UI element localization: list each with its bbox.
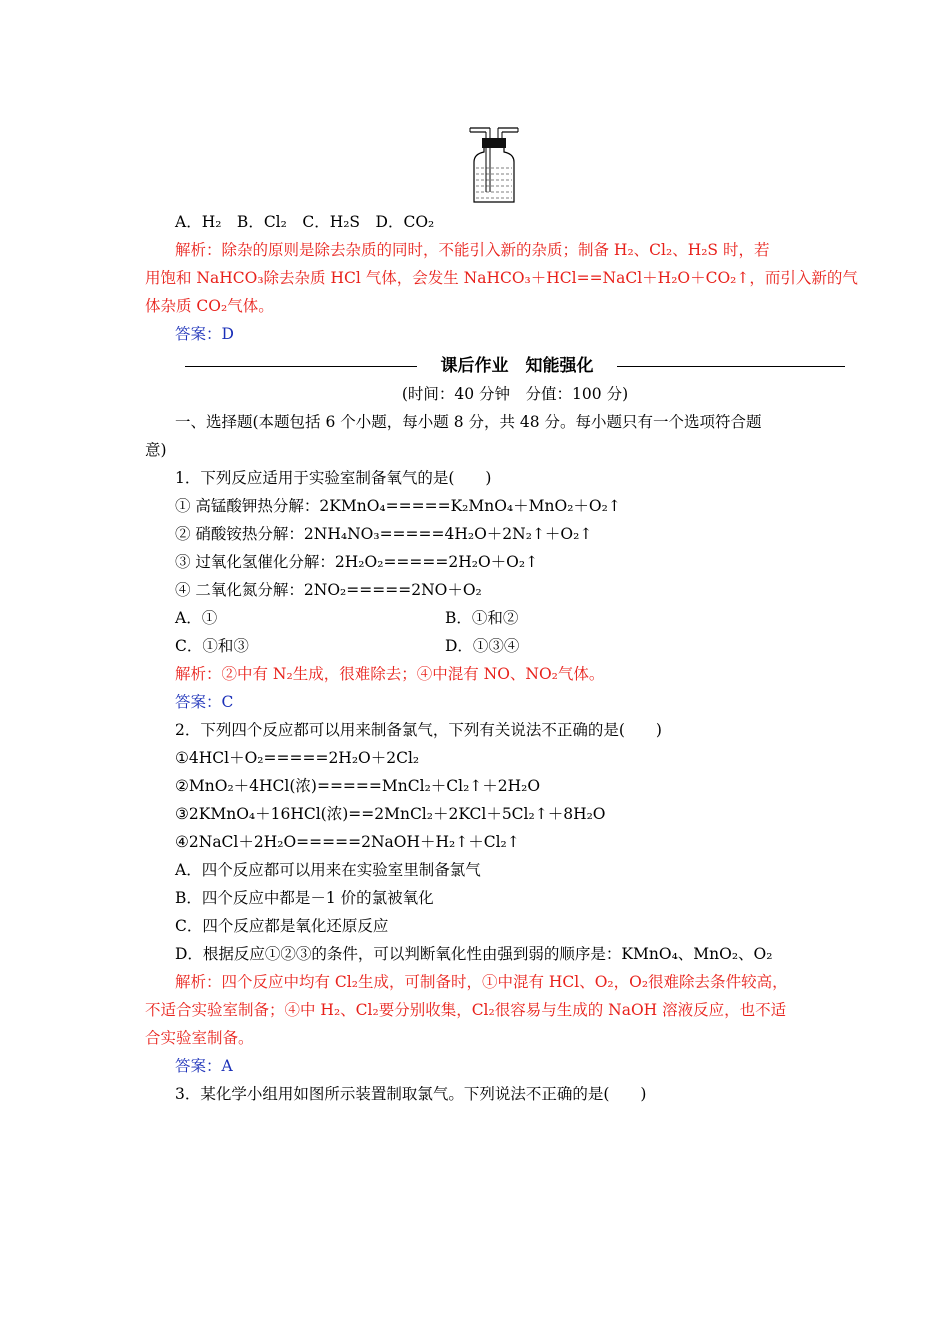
q1-stem: 1．下列反应适用于实验室制备氧气的是( ) — [175, 469, 492, 487]
q1-options-row-1 — [175, 604, 855, 632]
gas-washing-bottle-figure — [466, 120, 522, 206]
q1-option-d: D．①③④ — [445, 637, 520, 655]
prev-answer: 答案：D — [175, 325, 234, 343]
q2-analysis-line-3: 合实验室制备。 — [145, 1029, 254, 1047]
q1-option-b: B．①和② — [445, 609, 519, 627]
q2-analysis-line-2: 不适合实验室制备；④中 H₂、Cl₂要分别收集，Cl₂很容易与生成的 NaOH 溶液反应，也不适 — [145, 1001, 787, 1019]
q2-stem: 2．下列四个反应都可以用来制备氯气，下列有关说法不正确的是( ) — [175, 721, 662, 739]
q2-option-c: C．四个反应都是氧化还原反应 — [175, 917, 389, 935]
q1-option-c: C．①和③ — [175, 637, 249, 655]
q2-reaction-1: ①4HCl＋O₂=====2H₂O＋2Cl₂ — [175, 749, 420, 767]
section-title: 课后作业 知能强化 — [440, 356, 594, 376]
q2-option-d: D．根据反应①②③的条件，可以判断氧化性由强到弱的顺序是：KMnO₄、MnO₂、O₂ — [175, 945, 773, 963]
part-heading-line-2: 意) — [145, 441, 167, 459]
q1-reaction-1: ① 高锰酸钾热分解：2KMnO₄=====K₂MnO₄＋MnO₂＋O₂↑ — [175, 497, 621, 515]
q2-analysis-line-1: 解析：四个反应中均有 Cl₂生成，可制备时，①中混有 HCl、O₂，O₂很难除去条件较高， — [175, 973, 788, 991]
prev-analysis-line-2: 用饱和 NaHCO₃除去杂质 HCl 气体，会发生 NaHCO₃＋HCl==NaCl＋H₂O＋CO₂↑，而引入新的气 — [145, 269, 858, 287]
q2-answer: 答案：A — [175, 1057, 233, 1075]
q1-options-row-2 — [175, 632, 855, 660]
q1-answer: 答案：C — [175, 693, 234, 711]
prev-question-options: A．H₂ B．Cl₂ C．H₂S D．CO₂ — [175, 213, 435, 231]
q3-stem: 3．某化学小组用如图所示装置制取氯气。下列说法不正确的是( ) — [175, 1085, 647, 1103]
prev-analysis-line-3: 体杂质 CO₂气体。 — [145, 297, 274, 315]
q2-option-a: A．四个反应都可以用来在实验室里制备氯气 — [175, 861, 481, 879]
section-subtitle: (时间：40 分钟 分值：100 分) — [401, 385, 629, 403]
q2-reaction-4: ④2NaCl＋2H₂O=====2NaOH＋H₂↑＋Cl₂↑ — [175, 833, 520, 851]
q1-reaction-4: ④ 二氧化氮分解：2NO₂=====2NO＋O₂ — [175, 581, 482, 599]
q1-analysis: 解析：②中有 N₂生成，很难除去；④中混有 NO、NO₂气体。 — [175, 665, 605, 683]
q2-reaction-3: ③2KMnO₄＋16HCl(浓)==2MnCl₂＋2KCl＋5Cl₂↑＋8H₂O — [175, 805, 606, 823]
q1-reaction-2: ② 硝酸铵热分解：2NH₄NO₃=====4H₂O＋2N₂↑＋O₂↑ — [175, 525, 593, 543]
section-header — [185, 352, 845, 380]
q2-reaction-2: ②MnO₂＋4HCl(浓)=====MnCl₂＋Cl₂↑＋2H₂O — [175, 777, 541, 795]
header-rule-right — [617, 366, 845, 367]
prev-analysis-line-1: 解析：除杂的原则是除去杂质的同时，不能引入新的杂质；制备 H₂、Cl₂、H₂S 时，若 — [175, 241, 770, 259]
q2-option-b: B．四个反应中都是－1 价的氯被氧化 — [175, 889, 434, 907]
q1-reaction-3: ③ 过氧化氢催化分解：2H₂O₂=====2H₂O＋O₂↑ — [175, 553, 539, 571]
q1-option-a: A．① — [175, 609, 218, 627]
part-heading-line-1: 一、选择题(本题包括 6 个小题，每小题 8 分，共 48 分。每小题只有一个选项符合题 — [175, 413, 762, 431]
header-rule-left — [185, 366, 417, 367]
